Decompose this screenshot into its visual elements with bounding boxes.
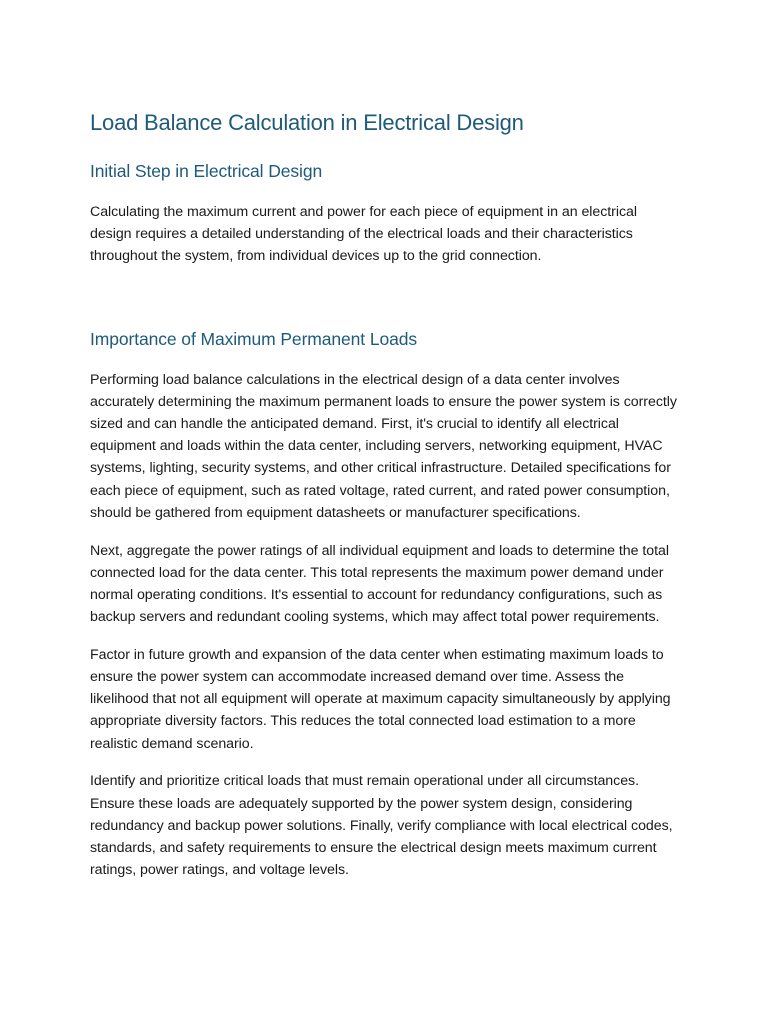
paragraph: Next, aggregate the power ratings of all individual equipment and loads to determine the total connected load for the data center. This total represents the maximum power demand under normal operating conditions. It's essential to account for redundancy configurations, such as backup servers and redundant cooling systems, which may affect total power requirements. [90,542,669,626]
paragraph: Performing load balance calculations in the electrical design of a data center involves accurately determining the maximum permanent loads to ensure the power system is correctly sized and can handle the anticipated demand. First, it's crucial to identify all electrical equipment and loads within the data center, including servers, networking equipment, HVAC systems, lighting, security systems, and other critical infrastructure. Detailed specifications for each piece of equipment, such as rated voltage, rated current, and rated power consumption, should be gathered from equipment datasheets or manufacturer specifications. [90,371,677,521]
paragraph: Factor in future growth and expansion of the data center when estimating maximum loads to ensure the power system can accommodate increased demand over time. Assess the likelihood that not all equipment will operate at maximum capacity simultaneously by applying appropriate diversity factors. This reduces the total connected load estimation to a more realistic demand scenario. [90,646,671,752]
document-title: Load Balance Calculation in Electrical Design [90,110,524,135]
paragraph: Calculating the maximum current and power for each piece of equipment in an electrical design requires a detailed understanding of the electrical loads and their characteristics throughout the system, from individual devices up to the grid connection. [90,204,637,265]
document-page [90,108,680,881]
paragraph: Identify and prioritize critical loads that must remain operational under all circumstances. Ensure these loads are adequately supported by the power system design, considering redundancy and backup power solutions. Finally, verify compliance with local electrical codes, standards, and safety requirements to ensure the electrical design meets maximum current ratings, power ratings, and voltage levels. [90,773,673,879]
section-heading-maximum-permanent-loads: Importance of Maximum Permanent Loads [90,328,418,349]
section-heading-initial-step: Initial Step in Electrical Design [90,161,323,181]
